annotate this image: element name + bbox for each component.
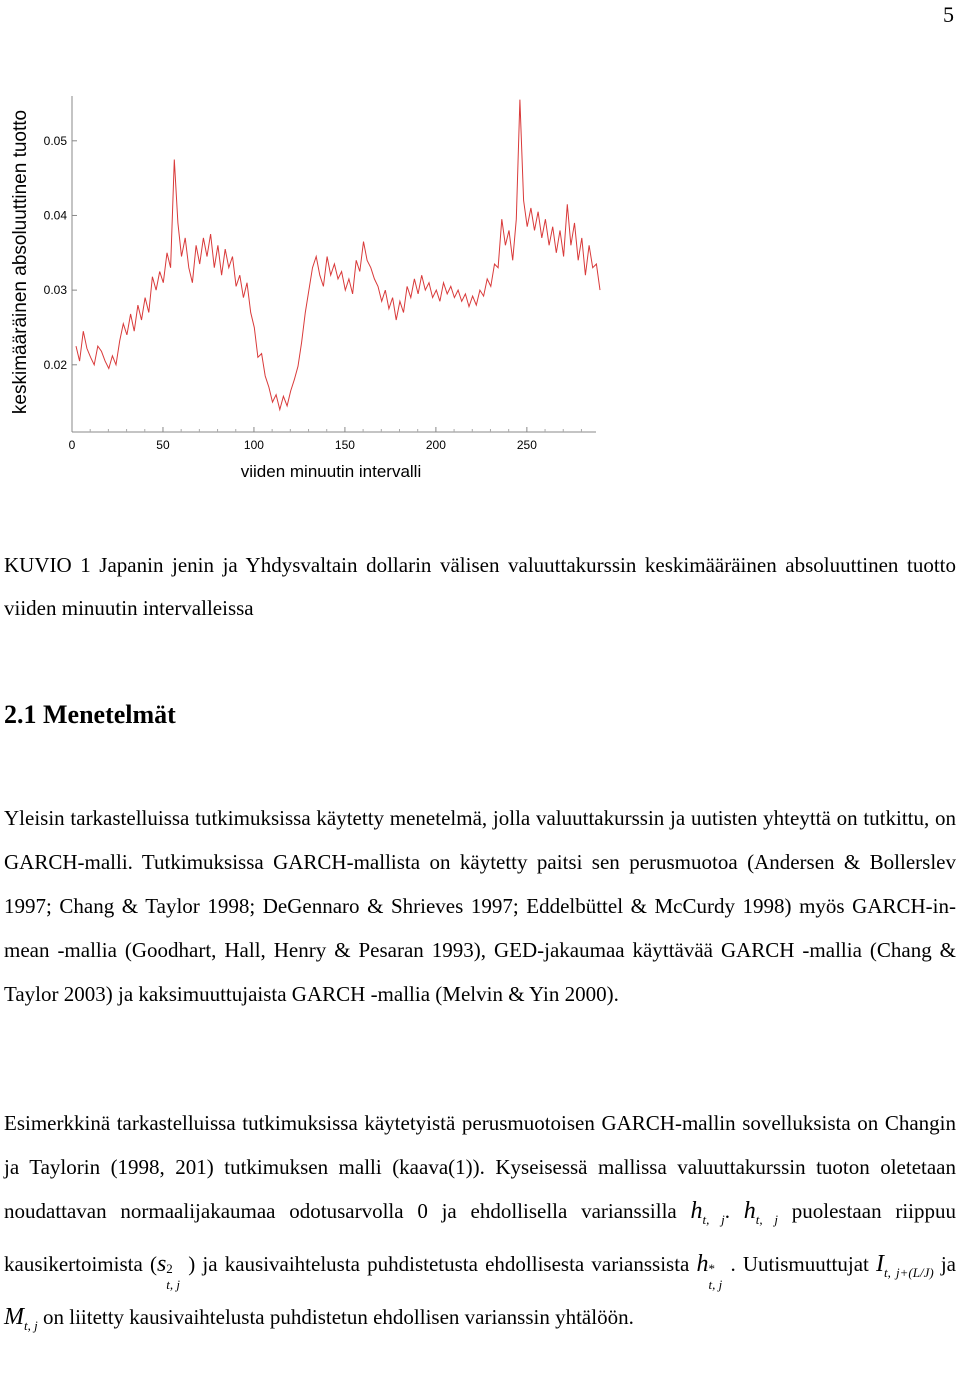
h-star-sup-sub: * t, j <box>708 1261 723 1292</box>
p2-text-1: Esimerkkinä tarkastelluissa tutkimuksissa käytetyistä perusmuotoisen GARCH-mallin sovelluksista on Changin ja Taylorin (1998, 201) tutkimuksen malli (kaava(1)). Kyseisessä mallissa valuuttakurssin tuoton oletetaan noudattavan normaalijakaumaa odotusarvolla 0 ja ehdollisella varianssilla <box>4 1111 956 1223</box>
s-symbol: s <box>156 1251 167 1277</box>
p2-text-2: puolestaan riippuu kausikertoimista ( <box>4 1199 956 1276</box>
y-tick-label: 0.03 <box>43 283 67 298</box>
paragraph-2 <box>4 1101 956 1348</box>
figure-caption: KUVIO 1 Japanin jenin ja Yhdysvaltain dollarin välisen valuuttakurssin keskimääräinen absoluuttinen tuotto viiden minuutin intervalleissa <box>4 553 956 620</box>
p2-text-4: . Uutismuuttujat <box>730 1252 877 1276</box>
s-sup-sub: 2 t, j <box>166 1261 181 1292</box>
p2-text-6: on liitetty kausivaihtelusta puhdistetun ehdollisen varianssin yhtälöön. <box>37 1305 634 1329</box>
y-tick-label: 0.04 <box>43 208 67 223</box>
h-symbol: h <box>690 1198 703 1224</box>
x-axis-label: viiden minuutin intervalli <box>240 462 422 481</box>
y-tick-label: 0.05 <box>43 133 67 148</box>
page-number: 5 <box>943 2 954 27</box>
x-tick-label: 100 <box>243 438 264 452</box>
h-star-symbol: h <box>696 1251 709 1277</box>
h-symbol-2: h <box>743 1198 756 1224</box>
x-tick-label: 200 <box>425 438 446 452</box>
h-subscript-2: t, j <box>755 1212 778 1227</box>
M-symbol: M <box>4 1304 24 1330</box>
line-chart <box>0 0 960 500</box>
I-subscript: t, j+(L/J) <box>884 1265 934 1280</box>
p2-text-5: ja <box>933 1252 956 1276</box>
x-tick-label: 50 <box>156 438 170 452</box>
chart-ticks <box>44 134 582 452</box>
y-tick-label: 0.02 <box>43 357 67 372</box>
h-subscript: t, j <box>702 1212 725 1227</box>
M-subscript: t, j <box>24 1318 38 1333</box>
series-line <box>76 100 600 410</box>
x-tick-label: 0 <box>68 438 76 452</box>
I-symbol: I <box>876 1251 885 1277</box>
x-tick-label: 150 <box>334 438 355 452</box>
p2-text-3: ) ja kausivaihtelusta puhdistetusta ehdollisesta varianssista <box>188 1252 697 1276</box>
x-tick-label: 250 <box>516 438 537 452</box>
y-axis-label: keskimääräinen absoluuttinen tuotto <box>10 109 31 415</box>
paragraph-1: Yleisin tarkastelluissa tutkimuksissa käytetty menetelmä, jolla valuuttakurssin ja uutisten yhteyttä on tutkittu, on GARCH-malli. Tutkimuksissa GARCH-mallista on käytetty paitsi sen perusmuotoa (Andersen & Bollerslev 1997; Chang & Taylor 1998; DeGennaro & Shrieves 1997; Eddelbüttel & McCurdy 1998) myös GARCH-in-mean -mallia (Goodhart, Hall, Henry & Pesaran 1993), GED-jakaumaa käyttävää GARCH -mallia (Chang & Taylor 2003) ja kaksimuuttujaista GARCH -mallia (Melvin & Yin 2000). <box>4 806 956 1006</box>
p2-dot: . <box>724 1199 744 1223</box>
section-heading: 2.1 Menetelmät <box>4 700 176 729</box>
